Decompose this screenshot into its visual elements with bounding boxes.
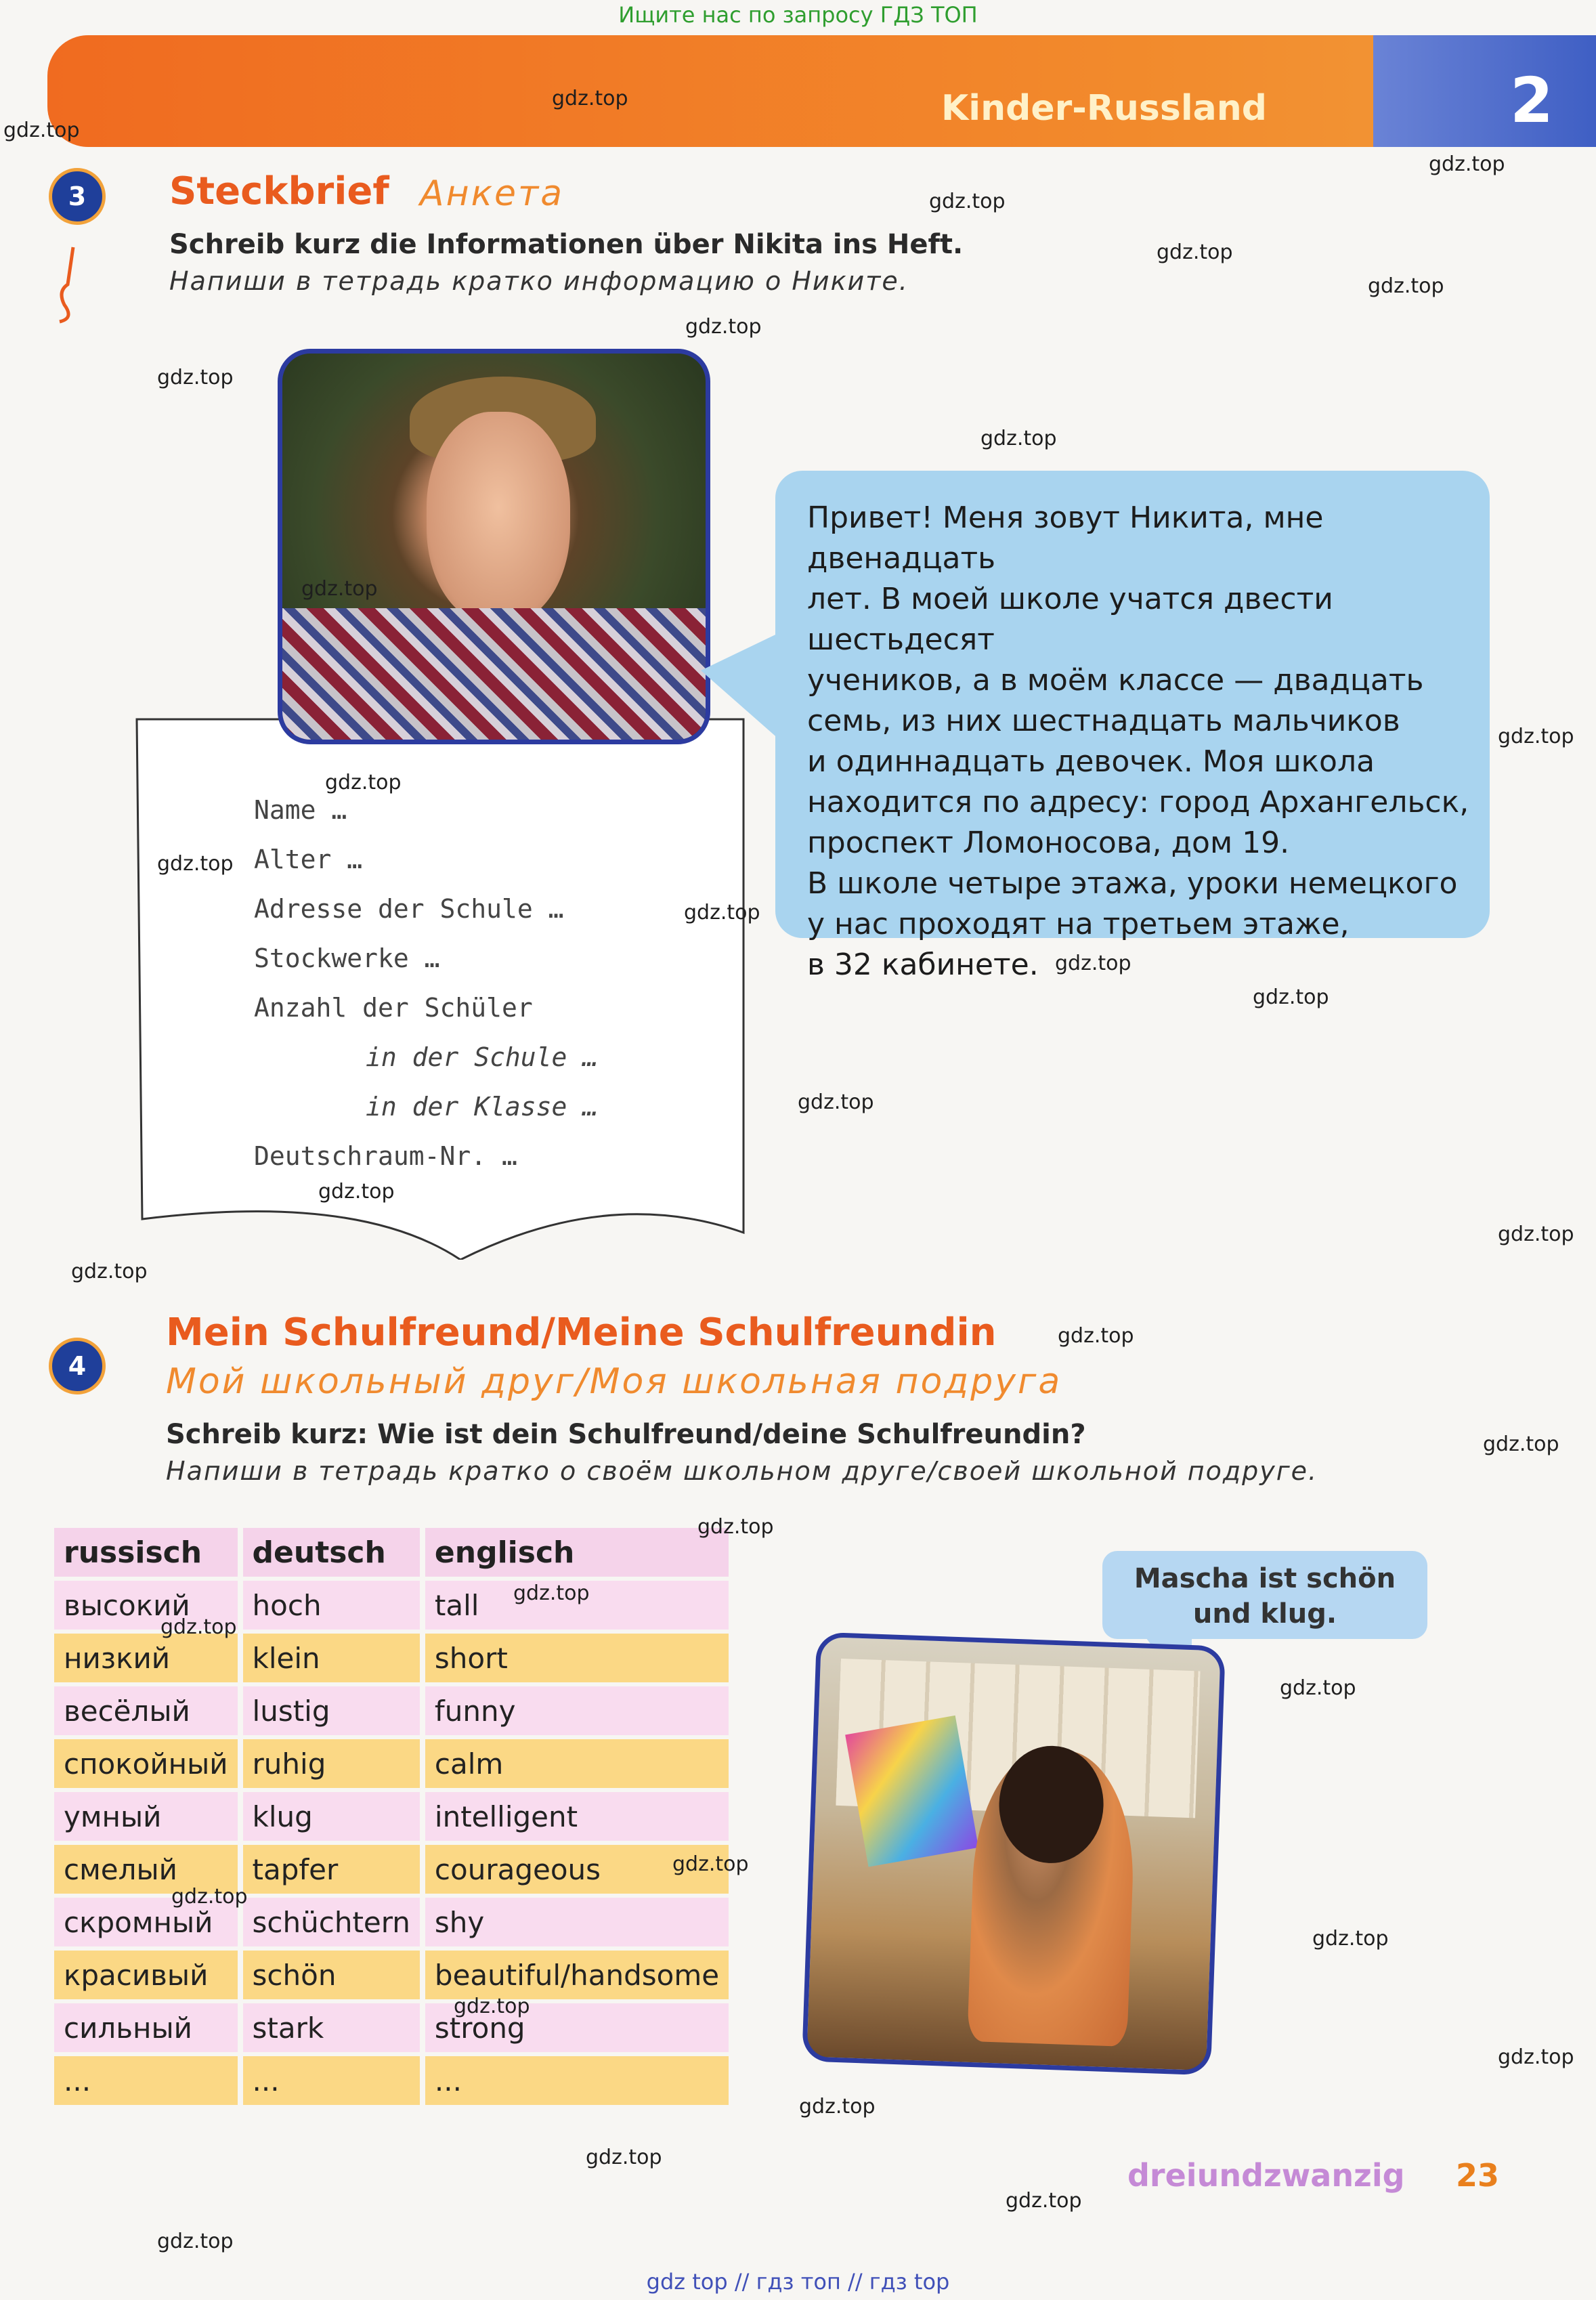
form-line-in-school: in der Schule … bbox=[366, 1042, 599, 1072]
vocabulary-table bbox=[54, 1524, 729, 2109]
table-row bbox=[54, 1739, 729, 1788]
watermark: gdz.top bbox=[325, 771, 402, 794]
cell-russian: смелый bbox=[54, 1845, 238, 1894]
pen-icon bbox=[54, 244, 81, 325]
watermark: gdz.top bbox=[1055, 952, 1131, 975]
cell-english: short bbox=[425, 1634, 729, 1682]
header-german: deutsch bbox=[243, 1528, 420, 1577]
cell-russian: спокойный bbox=[54, 1739, 238, 1788]
watermark: gdz.top bbox=[1483, 1432, 1559, 1456]
bottom-note: gdz top // гдз топ // гдз top bbox=[646, 2269, 950, 2295]
mascha-speech-text bbox=[1102, 1561, 1427, 1632]
header-english: englisch bbox=[425, 1528, 729, 1577]
task-3-instruction-ru: Напиши в тетрадь кратко информацию о Никите. bbox=[169, 266, 909, 296]
form-line-german-room: Deutschraum-Nr. … bbox=[254, 1141, 517, 1171]
table-header-row bbox=[54, 1528, 729, 1577]
photo-face bbox=[427, 412, 571, 624]
watermark: gdz.top bbox=[1429, 152, 1505, 176]
watermark: gdz.top bbox=[1006, 2189, 1082, 2213]
cell-english: tall bbox=[425, 1581, 729, 1630]
table-row bbox=[54, 1581, 729, 1630]
cell-english: calm bbox=[425, 1739, 729, 1788]
watermark: gdz.top bbox=[697, 1515, 774, 1539]
page-word: dreiundzwanzig bbox=[1127, 2157, 1405, 2194]
mascha-photo bbox=[802, 1632, 1226, 2076]
speech-line: Mascha ist schön bbox=[1134, 1563, 1396, 1594]
form-line-school-address: Adresse der Schule … bbox=[254, 894, 564, 924]
table-row bbox=[54, 1792, 729, 1841]
page-number: 23 bbox=[1456, 2157, 1500, 2194]
speech-line: В школе четыре этажа, уроки немецкого bbox=[807, 866, 1458, 901]
cell-german: schüchtern bbox=[243, 1898, 420, 1946]
cell-english: courageous bbox=[425, 1845, 729, 1894]
table-row bbox=[54, 2003, 729, 2052]
speech-line: находится по адресу: город Архангельск, bbox=[807, 785, 1469, 819]
form-line-name: Name … bbox=[254, 795, 347, 825]
watermark: gdz.top bbox=[586, 2146, 662, 2169]
task-3-badge: 3 bbox=[49, 168, 106, 225]
task-4-instruction-de: Schreib kurz: Wie ist dein Schulfreund/deine Schulfreundin? bbox=[166, 1419, 1086, 1450]
watermark: gdz.top bbox=[672, 1852, 749, 1876]
cell-russian: красивый bbox=[54, 1951, 238, 1999]
task-3-title: Steckbrief bbox=[169, 169, 389, 213]
cell-russian: скромный bbox=[54, 1898, 238, 1946]
watermark: gdz.top bbox=[3, 119, 80, 142]
watermark: gdz.top bbox=[1368, 274, 1444, 298]
cell-english: strong bbox=[425, 2003, 729, 2052]
cell-russian: ... bbox=[54, 2056, 238, 2105]
watermark: gdz.top bbox=[684, 901, 760, 924]
speech-line: и одиннадцать девочек. Моя школа bbox=[807, 744, 1375, 779]
chapter-banner bbox=[47, 35, 1596, 147]
form-line-floors: Stockwerke … bbox=[254, 943, 440, 973]
cell-english: ... bbox=[425, 2056, 729, 2105]
watermark: gdz.top bbox=[160, 1615, 237, 1639]
cell-german: stark bbox=[243, 2003, 420, 2052]
watermark: gdz.top bbox=[685, 315, 762, 339]
form-line-students: Anzahl der Schüler bbox=[254, 993, 533, 1023]
top-note: Ищите нас по запросу ГДЗ ТОП bbox=[618, 2, 978, 28]
cell-german: ... bbox=[243, 2056, 420, 2105]
cell-english: funny bbox=[425, 1686, 729, 1735]
speech-line: und klug. bbox=[1192, 1598, 1337, 1630]
cell-english: shy bbox=[425, 1898, 729, 1946]
watermark: gdz.top bbox=[454, 1995, 530, 2018]
speech-bubble-tail bbox=[701, 630, 785, 745]
watermark: gdz.top bbox=[513, 1581, 590, 1605]
watermark: gdz.top bbox=[157, 2230, 234, 2253]
speech-line: лет. В моей школе учатся двести шестьдесят bbox=[807, 582, 1333, 657]
task-4-title: Mein Schulfreund/Meine Schulfreundin bbox=[166, 1311, 997, 1355]
table-row bbox=[54, 2056, 729, 2105]
watermark: gdz.top bbox=[1058, 1324, 1134, 1348]
banner-title: Kinder-Russland bbox=[941, 88, 1267, 129]
cell-russian: сильный bbox=[54, 2003, 238, 2052]
watermark: gdz.top bbox=[171, 1885, 248, 1909]
watermark: gdz.top bbox=[1157, 240, 1233, 264]
watermark: gdz.top bbox=[1253, 985, 1329, 1009]
task-4-badge: 4 bbox=[49, 1338, 106, 1394]
watermark: gdz.top bbox=[71, 1260, 148, 1283]
watermark: gdz.top bbox=[799, 2095, 876, 2118]
watermark: gdz.top bbox=[552, 87, 628, 110]
speech-line: семь, из них шестнадцать мальчиков bbox=[807, 704, 1400, 738]
speech-line: проспект Ломоносова, дом 19. bbox=[807, 826, 1290, 860]
task-4-title-ru: Мой школьный друг/Моя школьная подруга bbox=[166, 1361, 1062, 1402]
cell-german: schön bbox=[243, 1951, 420, 1999]
nikita-photo bbox=[278, 349, 710, 744]
cell-german: klug bbox=[243, 1792, 420, 1841]
cell-english: intelligent bbox=[425, 1792, 729, 1841]
photo-book bbox=[845, 1716, 978, 1867]
table-row bbox=[54, 1951, 729, 1999]
cell-russian: весёлый bbox=[54, 1686, 238, 1735]
table-row bbox=[54, 1686, 729, 1735]
watermark: gdz.top bbox=[980, 427, 1057, 450]
form-line-in-class: in der Klasse … bbox=[366, 1092, 599, 1122]
watermark: gdz.top bbox=[301, 577, 378, 601]
speech-line: Привет! Меня зовут Никита, мне двенадцать bbox=[807, 501, 1324, 576]
cell-german: klein bbox=[243, 1634, 420, 1682]
watermark: gdz.top bbox=[1312, 1927, 1389, 1951]
table-row bbox=[54, 1845, 729, 1894]
speech-line: у нас проходят на третьем этаже, bbox=[807, 907, 1350, 941]
cell-english: beautiful/handsome bbox=[425, 1951, 729, 1999]
photo-shirt bbox=[282, 608, 706, 740]
chapter-number: 2 bbox=[1510, 64, 1554, 137]
chapter-banner-tab bbox=[1373, 35, 1596, 147]
watermark: gdz.top bbox=[929, 190, 1006, 213]
nikita-speech-text bbox=[807, 498, 1478, 985]
table-row bbox=[54, 1634, 729, 1682]
form-lines bbox=[254, 786, 598, 1181]
task-3-title-ru: Анкета bbox=[420, 173, 565, 214]
speech-line: учеников, а в моём классе — двадцать bbox=[807, 663, 1424, 698]
task-4-instruction-ru: Напиши в тетрадь кратко о своём школьном друге/своей школьной подруге. bbox=[166, 1456, 1318, 1486]
cell-german: ruhig bbox=[243, 1739, 420, 1788]
form-line-age: Alter … bbox=[254, 845, 363, 874]
watermark: gdz.top bbox=[157, 852, 234, 876]
cell-german: tapfer bbox=[243, 1845, 420, 1894]
task-3-instruction-de: Schreib kurz die Informationen über Nikita ins Heft. bbox=[169, 229, 964, 260]
cell-russian: низкий bbox=[54, 1634, 238, 1682]
watermark: gdz.top bbox=[318, 1180, 395, 1204]
watermark: gdz.top bbox=[1498, 725, 1574, 748]
watermark: gdz.top bbox=[1280, 1676, 1356, 1700]
cell-german: lustig bbox=[243, 1686, 420, 1735]
cell-russian: высокий bbox=[54, 1581, 238, 1630]
header-russian: russisch bbox=[54, 1528, 238, 1577]
cell-russian: умный bbox=[54, 1792, 238, 1841]
table-row bbox=[54, 1898, 729, 1946]
watermark: gdz.top bbox=[1498, 1222, 1574, 1246]
watermark: gdz.top bbox=[157, 366, 234, 389]
speech-line: в 32 кабинете. bbox=[807, 947, 1039, 982]
watermark: gdz.top bbox=[1498, 2045, 1574, 2069]
cell-german: hoch bbox=[243, 1581, 420, 1630]
watermark: gdz.top bbox=[798, 1090, 874, 1114]
